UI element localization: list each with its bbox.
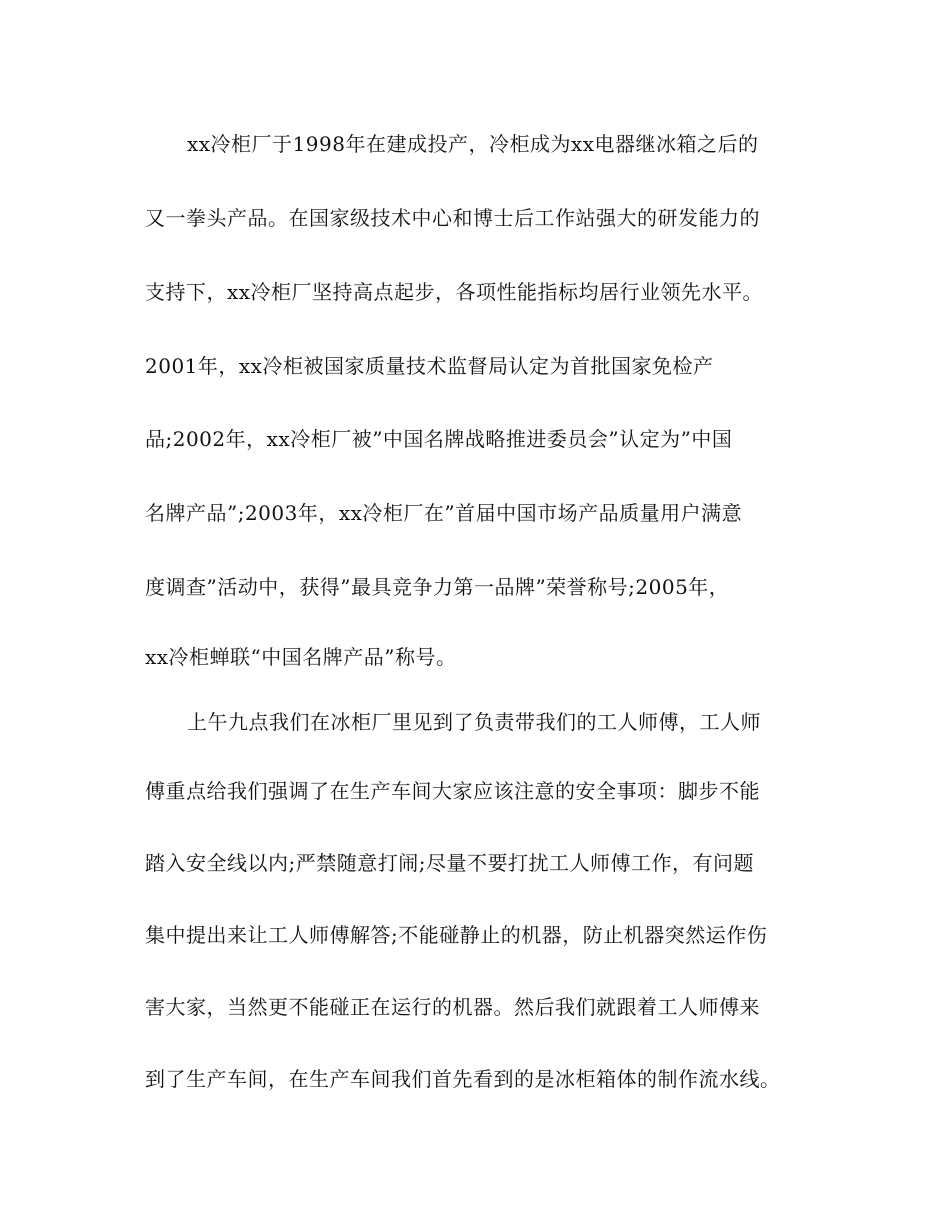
paragraph-2-line-5: 害大家，当然更不能碰正在运行的机器。然后我们就跟着工人师傅来 xyxy=(145,995,760,1019)
paragraph-1-line-3: 支持下，xx冷柜厂坚持高点起步，各项性能指标均居行业领先水平。 xyxy=(145,280,764,304)
paragraph-1-line-8: xx冷柜蝉联“中国名牌产品”称号。 xyxy=(145,645,457,669)
paragraph-2-line-1: 上午九点我们在冰柜厂里见到了负责带我们的工人师傅，工人师 xyxy=(187,710,761,734)
paragraph-1-line-7: 度调查”活动中，获得”最具竞争力第一品牌”荣誉称号;2005年， xyxy=(145,575,730,599)
paragraph-1-line-2: 又一拳头产品。在国家级技术中心和博士后工作站强大的研发能力的 xyxy=(145,206,760,230)
paragraph-1-line-5: 品;2002年，xx冷柜厂被”中国名牌战略推进委员会”认定为”中国 xyxy=(145,427,733,451)
paragraph-2-line-2: 傅重点给我们强调了在生产车间大家应该注意的安全事项：脚步不能 xyxy=(145,779,760,803)
paragraph-1-line-6: 名牌产品”;2003年，xx冷柜厂在”首届中国市场产品质量用户满意 xyxy=(145,501,743,525)
paragraph-1-line-1: xx冷柜厂于1998年在建成投产，冷柜成为xx电器继冰箱之后的 xyxy=(187,132,759,156)
paragraph-2-line-3: 踏入安全线以内;严禁随意打闹;尽量不要打扰工人师傅工作，有问题 xyxy=(145,851,754,875)
paragraph-2-line-6: 到了生产车间，在生产车间我们首先看到的是冰柜箱体的制作流水线。 xyxy=(145,1067,781,1091)
paragraph-1-line-4: 2001年，xx冷柜被国家质量技术监督局认定为首批国家免检产 xyxy=(145,354,714,378)
paragraph-2-line-4: 集中提出来让工人师傅解答;不能碰静止的机器，防止机器突然运作伤 xyxy=(145,923,768,947)
